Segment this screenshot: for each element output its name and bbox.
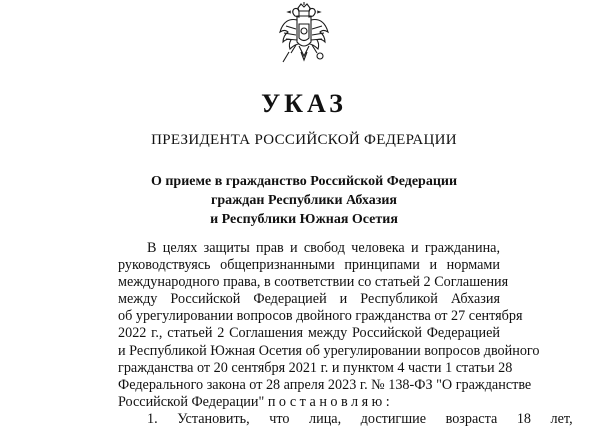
russian-coat-of-arms-icon [277,2,331,68]
heading-line: граждан Республики Абхазия [211,193,397,208]
body-line: об урегулировании вопросов двойного гражданства от 27 сентября [118,308,523,325]
decree-item-1: 1. Установить, что лица, достигшие возраста 18 лет, [147,410,573,427]
body-line: 2022 г., статьей 2 Соглашения между Российской Федерацией [118,325,500,342]
body-line-with-decree [118,394,500,411]
document-issuer: ПРЕЗИДЕНТА РОССИЙСКОЙ ФЕДЕРАЦИИ [151,132,457,148]
body-line: гражданства от 20 сентября 2021 г. и пунктом 4 части 1 статьи 28 [118,359,513,376]
body-line: между Российской Федерацией и Республикой Абхазия [118,291,500,308]
heading-line: и Республики Южная Осетия [210,212,398,227]
body-line: В целях защиты прав и свобод человека и гражданина, [147,240,500,256]
decree-word: постановляю: [267,393,394,410]
body-line: Российской Федерации" [118,393,265,410]
body-line: Федерального закона от 28 апреля 2023 г. № 138-ФЗ "О гражданстве [118,376,532,393]
document-type: УКАЗ [261,89,347,118]
body-line: и Республикой Южная Осетия об урегулировании вопросов двойного [118,342,540,359]
document-heading [100,172,508,229]
body-line: международного права, в соответствии со статьей 2 Соглашения [118,274,509,291]
body-line: руководствуясь общепризнанными принципами и нормами [118,257,500,274]
document-body [118,240,573,428]
heading-line: О приеме в гражданство Российской Федерации [150,174,458,189]
